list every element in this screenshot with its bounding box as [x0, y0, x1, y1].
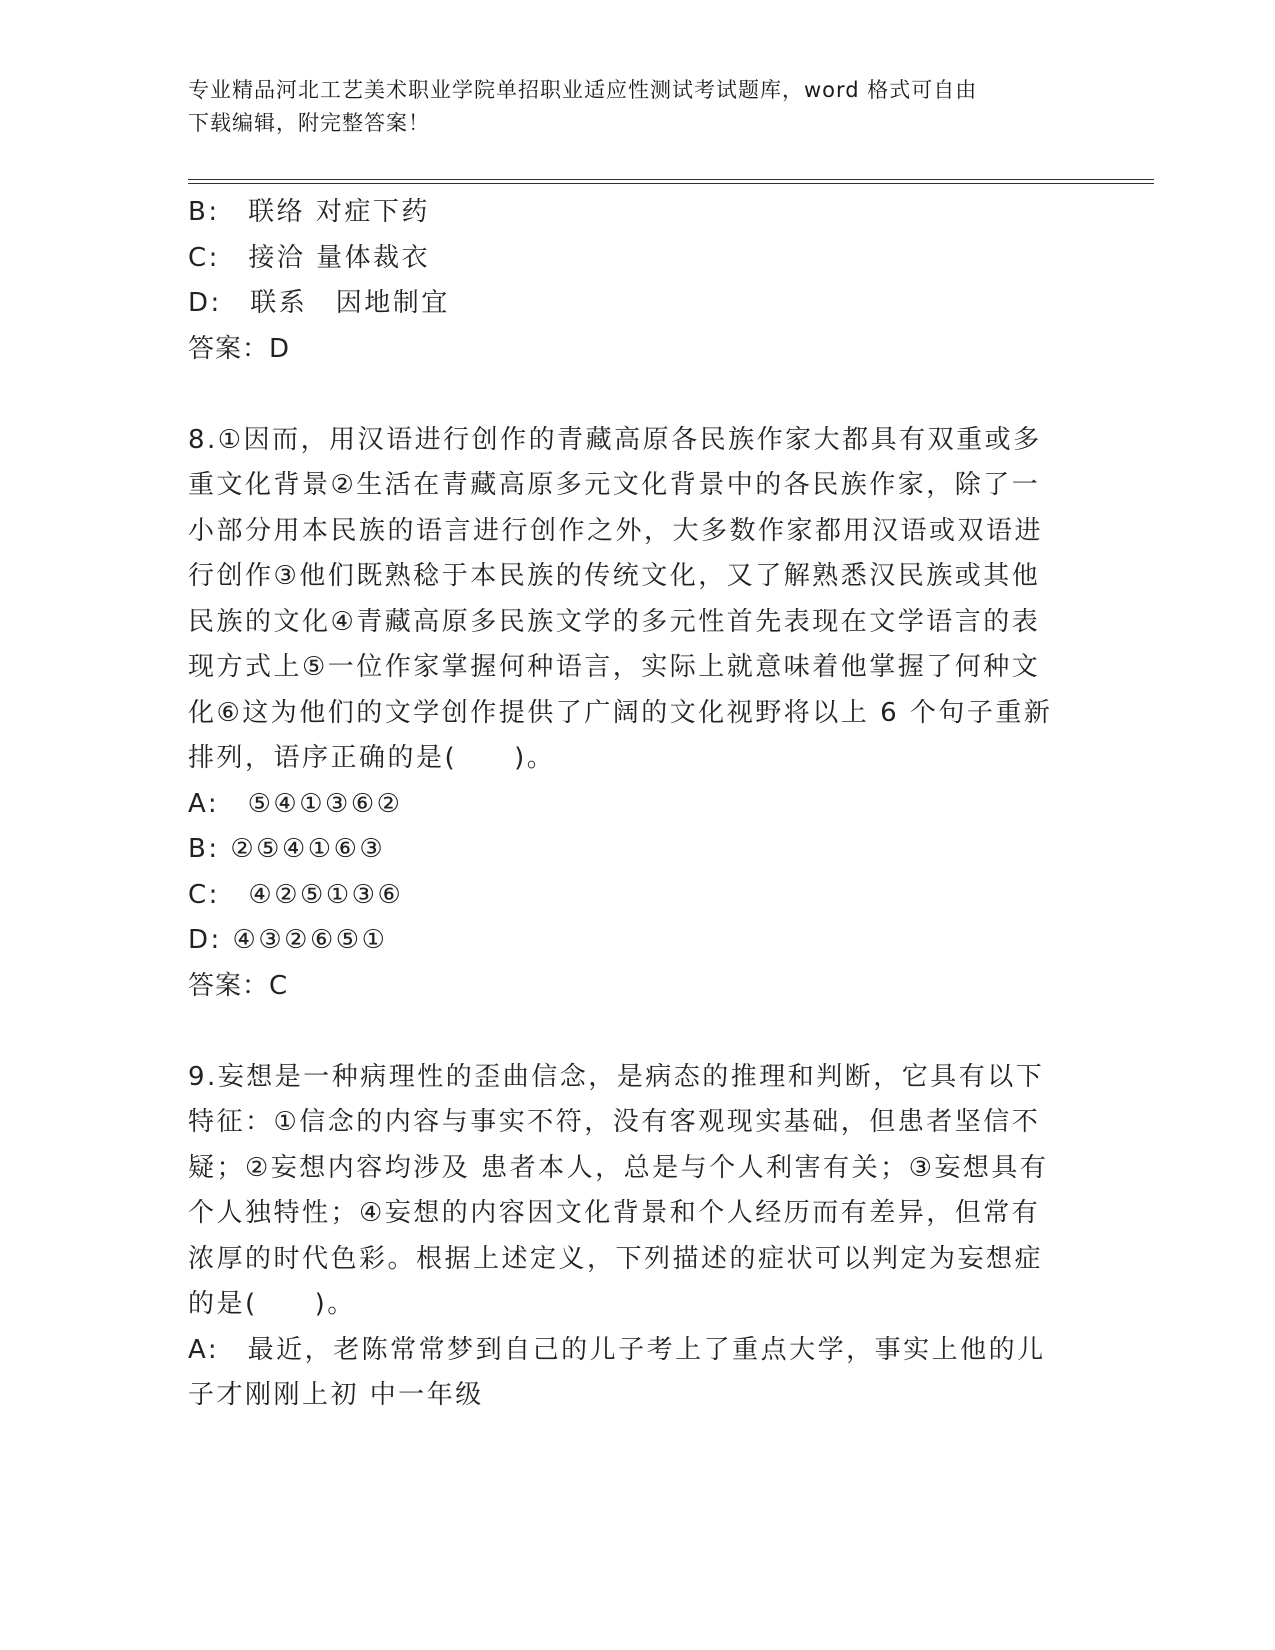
question-8 [188, 418, 1068, 1010]
q8-option-c: C: ④②⑤①③⑥ [188, 879, 404, 910]
q9-stem-line: 特征：①信念的内容与事实不符，没有客观现实基础，但患者坚信不 [188, 1107, 1041, 1137]
spacer [188, 372, 1068, 418]
q8-stem-line: 排列，语序正确的是( )。 [188, 743, 556, 773]
q8-stem-line: 小部分用本民族的语言进行创作之外，大多数作家都用汉语或双语进 [188, 515, 1044, 546]
q7-option-b: B: 联络 对症下药 [188, 197, 430, 227]
q8-stem-line: 现方式上⑤一位作家掌握何种语言，实际上就意味着他掌握了何种文 [188, 652, 1041, 682]
q8-answer: 答案：C [188, 970, 289, 1001]
q8-stem-line: 化⑥这为他们的文学创作提供了广阔的文化视野将以上 6 个句子重新 [188, 697, 1053, 728]
q8-stem-line: 重文化背景②生活在青藏高原多元文化背景中的各民族作家，除了一 [188, 470, 1041, 500]
q7-option-d: D: 联系 因地制宜 [188, 288, 450, 318]
q8-stem-line: 8.①因而，用汉语进行创作的青藏高原各民族作家大都具有双重或多 [188, 424, 1042, 455]
q9-option-a: A: 最近，老陈常常梦到自己的儿子考上了重点大学，事实上他的儿 [188, 1334, 1046, 1365]
q8-option-d: D: ④③②⑥⑤① [188, 925, 388, 955]
q8-option-a: A: ⑤④①③⑥② [188, 788, 403, 819]
q9-stem-line: 的是( )。 [188, 1289, 356, 1319]
q8-stem-line: 民族的文化④青藏高原多民族文学的多元性首先表现在文学语言的表 [188, 606, 1041, 637]
page-header [188, 74, 1068, 140]
spacer [188, 1009, 1068, 1055]
q7-option-c: C: 接洽 量体裁衣 [188, 242, 431, 273]
header-divider-bottom [188, 183, 1154, 184]
header-divider-top [188, 179, 1154, 180]
document-body [188, 190, 1068, 1419]
q9-stem-line: 个人独特性；④妄想的内容因文化背景和个人经历而有差异，但常有 [188, 1198, 1041, 1228]
q8-stem-line: 行创作③他们既熟稔于本民族的传统文化，又了解熟悉汉民族或其他 [188, 561, 1041, 591]
question-9 [188, 1055, 1068, 1419]
q9-stem-line: 疑；②妄想内容均涉及 患者本人，总是与个人利害有关；③妄想具有 [188, 1152, 1049, 1183]
q9-stem-line: 浓厚的时代色彩。根据上述定义，下列描述的症状可以判定为妄想症 [188, 1243, 1044, 1274]
q7-answer: 答案：D [188, 333, 291, 364]
q9-stem-line: 9.妄想是一种病理性的歪曲信念，是病态的推理和判断，它具有以下 [188, 1061, 1045, 1092]
question-7 [188, 190, 1068, 372]
q9-option-a-continued: 子才刚刚上初 中一年级 [188, 1380, 484, 1410]
header-line-2: 下载编辑，附完整答案！ [188, 111, 430, 135]
header-line-1: 专业精品河北工艺美术职业学院单招职业适应性测试考试题库，word 格式可自由 [188, 78, 978, 102]
q8-option-b: B: ②⑤④①⑥③ [188, 834, 386, 864]
